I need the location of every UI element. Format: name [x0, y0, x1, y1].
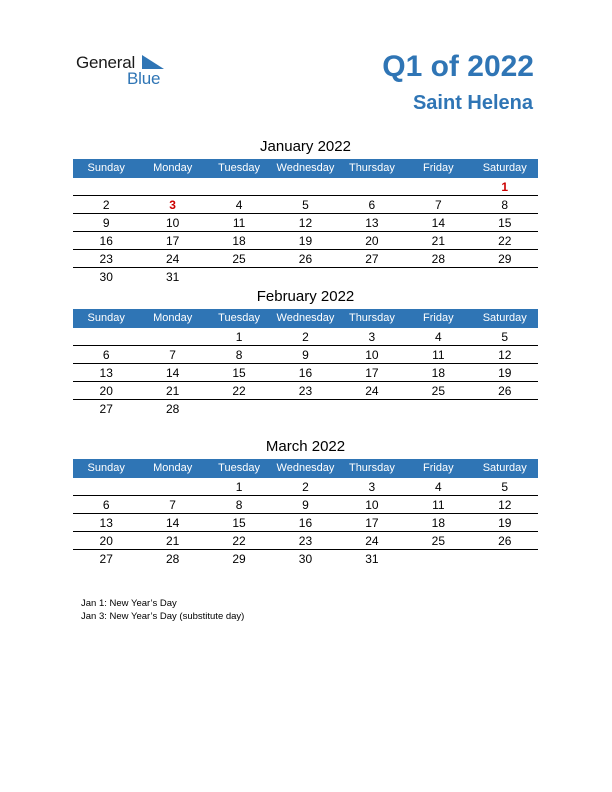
day-cell: 29 — [232, 552, 246, 566]
day-cell: 11 — [232, 216, 246, 230]
weekday-label: Friday — [423, 162, 454, 174]
week-row — [73, 401, 538, 418]
day-cell: 26 — [498, 534, 512, 548]
day-cell: 7 — [169, 348, 176, 362]
day-cell: 3 — [169, 198, 176, 212]
weekday-label: Sunday — [87, 162, 125, 174]
day-cell: 12 — [298, 216, 313, 230]
weekday-label: Tuesday — [218, 162, 260, 174]
empty-day-cell — [472, 269, 538, 286]
week-row — [73, 269, 538, 286]
month-march — [73, 437, 538, 568]
weekday-label: Saturday — [482, 162, 527, 174]
day-cell: 22 — [232, 384, 246, 398]
weekday-label: Saturday — [482, 312, 527, 324]
day-cell: 30 — [298, 552, 313, 566]
day-cell: 24 — [165, 252, 180, 266]
day-cell: 25 — [431, 534, 445, 548]
weekday-label: Sunday — [87, 462, 125, 474]
month-february — [73, 287, 538, 418]
day-cell: 23 — [298, 384, 313, 398]
day-cell: 20 — [365, 234, 379, 248]
day-cell: 5 — [302, 198, 309, 212]
day-cell: 27 — [99, 402, 113, 416]
empty-day-cell — [405, 269, 471, 286]
day-cell: 8 — [501, 198, 509, 212]
day-cell: 10 — [365, 348, 379, 362]
empty-day-cell — [206, 179, 272, 195]
empty-day-cell — [73, 179, 139, 195]
empty-day-cell — [272, 179, 338, 195]
day-cell: 10 — [165, 216, 180, 230]
day-cell: 7 — [434, 198, 442, 212]
day-cell: 9 — [302, 498, 309, 512]
day-cell: 4 — [235, 198, 243, 212]
week-row — [73, 383, 538, 400]
day-cell: 21 — [165, 534, 180, 548]
day-cell: 14 — [165, 516, 180, 530]
week-row — [73, 215, 538, 232]
day-cell: 19 — [498, 516, 512, 530]
weekday-label: Wednesday — [276, 462, 335, 474]
day-cell: 5 — [501, 480, 509, 494]
day-cell: 27 — [99, 552, 113, 566]
day-cell: 13 — [99, 516, 113, 530]
day-cell: 17 — [365, 516, 379, 530]
weekday-label: Sunday — [87, 312, 125, 324]
day-cell: 10 — [365, 498, 379, 512]
day-cell: 16 — [99, 234, 113, 248]
day-cell: 5 — [501, 330, 509, 344]
week-row — [73, 479, 538, 496]
day-cell: 31 — [365, 552, 379, 566]
week-row — [73, 329, 538, 346]
day-cell: 2 — [302, 330, 309, 344]
logo-blue-text: Blue — [127, 69, 161, 88]
day-cell: 8 — [235, 498, 243, 512]
day-cell: 24 — [365, 384, 379, 398]
day-cell: 13 — [365, 216, 379, 230]
day-cell: 28 — [165, 552, 180, 566]
day-cell: 28 — [431, 252, 445, 266]
day-cell: 26 — [298, 252, 313, 266]
week-row — [73, 233, 538, 250]
day-cell: 11 — [432, 498, 445, 512]
day-cell: 20 — [99, 384, 113, 398]
weekday-label: Friday — [423, 462, 454, 474]
day-cell: 31 — [165, 270, 180, 284]
empty-day-cell — [206, 401, 272, 418]
day-cell: 22 — [232, 534, 246, 548]
day-cell: 21 — [431, 234, 445, 248]
week-row — [73, 551, 538, 568]
quarter-title: Q1 of 2022 — [382, 50, 534, 83]
day-cell: 21 — [165, 384, 180, 398]
day-cell: 18 — [431, 516, 445, 530]
empty-day-cell — [139, 329, 205, 345]
week-row — [73, 251, 538, 268]
empty-day-cell — [206, 269, 272, 286]
day-cell: 15 — [232, 516, 246, 530]
day-cell: 3 — [368, 480, 376, 494]
empty-day-cell — [339, 401, 405, 418]
day-cell: 23 — [99, 252, 113, 266]
day-cell: 2 — [102, 198, 110, 212]
day-cell: 1 — [235, 480, 243, 494]
weekday-header — [73, 159, 538, 178]
empty-day-cell — [472, 401, 538, 418]
day-cell: 6 — [368, 198, 376, 212]
week-row — [73, 515, 538, 532]
holiday-notes — [81, 597, 244, 623]
week-row — [73, 497, 538, 514]
weekday-label: Wednesday — [276, 162, 335, 174]
day-cell: 15 — [498, 216, 512, 230]
day-cell: 19 — [298, 234, 313, 248]
day-cell: 25 — [232, 252, 246, 266]
day-cell: 30 — [99, 270, 113, 284]
empty-day-cell — [139, 479, 205, 495]
day-cell: 7 — [169, 498, 176, 512]
month-january — [73, 137, 538, 286]
day-cell: 24 — [365, 534, 379, 548]
country-name: Saint Helena — [412, 92, 533, 114]
day-cell: 12 — [498, 348, 512, 362]
week-row — [73, 365, 538, 382]
weekday-label: Thursday — [348, 162, 395, 174]
day-cell: 1 — [501, 180, 509, 194]
weekday-label: Thursday — [348, 462, 395, 474]
weekday-header — [73, 309, 538, 328]
day-cell: 2 — [302, 480, 309, 494]
day-cell: 19 — [498, 366, 512, 380]
day-cell: 1 — [235, 330, 243, 344]
weekday-header — [73, 459, 538, 478]
empty-day-cell — [73, 329, 139, 345]
empty-day-cell — [405, 551, 471, 568]
month-title: January 2022 — [260, 138, 351, 155]
day-cell: 25 — [431, 384, 445, 398]
day-cell: 17 — [365, 366, 379, 380]
empty-day-cell — [272, 401, 338, 418]
day-cell: 29 — [498, 252, 512, 266]
day-cell: 6 — [102, 498, 110, 512]
day-cell: 11 — [432, 348, 445, 362]
month-title: February 2022 — [256, 288, 355, 305]
weekday-label: Monday — [153, 462, 193, 474]
empty-day-cell — [139, 179, 205, 195]
week-row — [73, 347, 538, 364]
day-cell: 16 — [298, 366, 313, 380]
weekday-label: Monday — [153, 312, 193, 324]
day-cell: 20 — [99, 534, 113, 548]
empty-day-cell — [339, 179, 405, 195]
empty-day-cell — [73, 479, 139, 495]
week-row — [73, 533, 538, 550]
weekday-label: Tuesday — [218, 312, 260, 324]
day-cell: 26 — [498, 384, 512, 398]
day-cell: 15 — [232, 366, 246, 380]
empty-day-cell — [472, 551, 538, 568]
day-cell: 9 — [302, 348, 309, 362]
holiday-note: Jan 1: New Year’s Day — [81, 598, 177, 609]
day-cell: 28 — [165, 402, 180, 416]
day-cell: 16 — [298, 516, 313, 530]
weekday-label: Thursday — [348, 312, 395, 324]
empty-day-cell — [272, 269, 338, 286]
holiday-note: Jan 3: New Year’s Day (substitute day) — [81, 611, 245, 622]
generalblue-logo — [76, 53, 176, 89]
day-cell: 13 — [99, 366, 113, 380]
logo-general-text: General — [76, 53, 136, 72]
month-title: March 2022 — [265, 438, 346, 455]
day-cell: 18 — [431, 366, 445, 380]
weekday-label: Friday — [423, 312, 454, 324]
day-cell: 6 — [102, 348, 110, 362]
day-cell: 4 — [434, 330, 442, 344]
weekday-label: Wednesday — [276, 312, 335, 324]
day-cell: 3 — [368, 330, 376, 344]
day-cell: 22 — [498, 234, 512, 248]
day-cell: 8 — [235, 348, 243, 362]
day-cell: 9 — [102, 216, 110, 230]
day-cell: 27 — [365, 252, 379, 266]
logo-triangle-icon — [142, 55, 164, 69]
weekday-label: Tuesday — [218, 462, 260, 474]
day-cell: 14 — [431, 216, 445, 230]
week-row — [73, 197, 538, 214]
empty-day-cell — [339, 269, 405, 286]
weekday-label: Saturday — [482, 462, 527, 474]
empty-day-cell — [405, 179, 471, 195]
day-cell: 23 — [298, 534, 313, 548]
empty-day-cell — [405, 401, 471, 418]
day-cell: 4 — [434, 480, 442, 494]
week-row — [73, 179, 538, 196]
day-cell: 12 — [498, 498, 512, 512]
day-cell: 18 — [232, 234, 246, 248]
weekday-label: Monday — [153, 162, 193, 174]
day-cell: 14 — [165, 366, 180, 380]
day-cell: 17 — [165, 234, 180, 248]
